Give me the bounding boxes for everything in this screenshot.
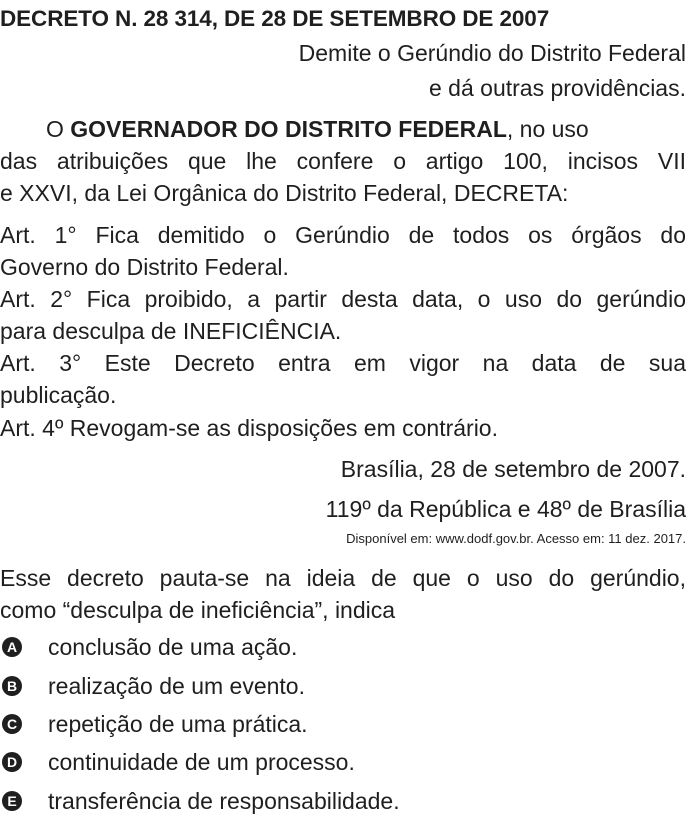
option-e-letter-badge: E <box>2 791 22 811</box>
ementa-line-2: e dá outras providências. <box>429 75 686 101</box>
question-line-1: Esse decreto pauta-se na ideia de que o uso do gerúndio, <box>0 565 686 591</box>
option-e[interactable] <box>0 786 686 816</box>
source-citation: Disponível em: www.dodf.gov.br. Acesso em: 11 dez. 2017. <box>346 531 686 546</box>
question-line-2: como “desculpa de ineficiência”, indica <box>0 597 396 623</box>
preamble-rest: , no uso <box>506 116 589 142</box>
option-b[interactable] <box>0 671 686 701</box>
ementa-line-1: Demite o Gerúndio do Distrito Federal <box>298 40 686 66</box>
option-c[interactable] <box>0 709 686 739</box>
article-2-line-2: para desculpa de INEFICIÊNCIA. <box>0 318 342 344</box>
option-d[interactable] <box>0 747 686 777</box>
option-a-letter-badge: A <box>2 637 22 657</box>
preamble-line-2: das atribuições que lhe confere o artigo 100, incisos VII <box>0 148 686 174</box>
article-3-line-2: publicação. <box>0 382 117 408</box>
option-c-text: repetição de uma prática. <box>48 711 308 737</box>
option-d-letter-badge: D <box>2 752 22 772</box>
decree-title: DECRETO N. 28 314, DE 28 DE SETEMBRO DE 2007 <box>0 6 550 31</box>
article-1-line-1: Art. 1° Fica demitido o Gerúndio de todos os órgãos do <box>0 222 686 248</box>
option-b-letter-badge: B <box>2 676 22 696</box>
year-line: 119º da República e 48º de Brasília <box>325 496 686 522</box>
preamble-line-3: e XXVI, da Lei Orgânica do Distrito Federal, DECRETA: <box>0 180 569 206</box>
option-a[interactable] <box>0 632 686 662</box>
option-d-text: continuidade de um processo. <box>48 749 355 775</box>
option-c-letter-badge: C <box>2 714 22 734</box>
place-date: Brasília, 28 de setembro de 2007. <box>340 456 686 482</box>
article-3-line-1: Art. 3° Este Decreto entra em vigor na data de sua <box>0 350 686 376</box>
option-e-text: transferência de responsabilidade. <box>48 788 400 814</box>
preamble-line-1 <box>46 114 686 144</box>
preamble-governor: GOVERNADOR DO DISTRITO FEDERAL <box>70 116 507 142</box>
article-2-line-1: Art. 2° Fica proibido, a partir desta data, o uso do gerúndio <box>0 286 686 312</box>
article-4: Art. 4º Revogam-se as disposições em contrário. <box>0 415 498 441</box>
option-b-text: realização de um evento. <box>48 673 305 699</box>
article-1-line-2: Governo do Distrito Federal. <box>0 254 289 280</box>
preamble-prefix: O <box>46 116 71 142</box>
option-a-text: conclusão de uma ação. <box>48 634 298 660</box>
